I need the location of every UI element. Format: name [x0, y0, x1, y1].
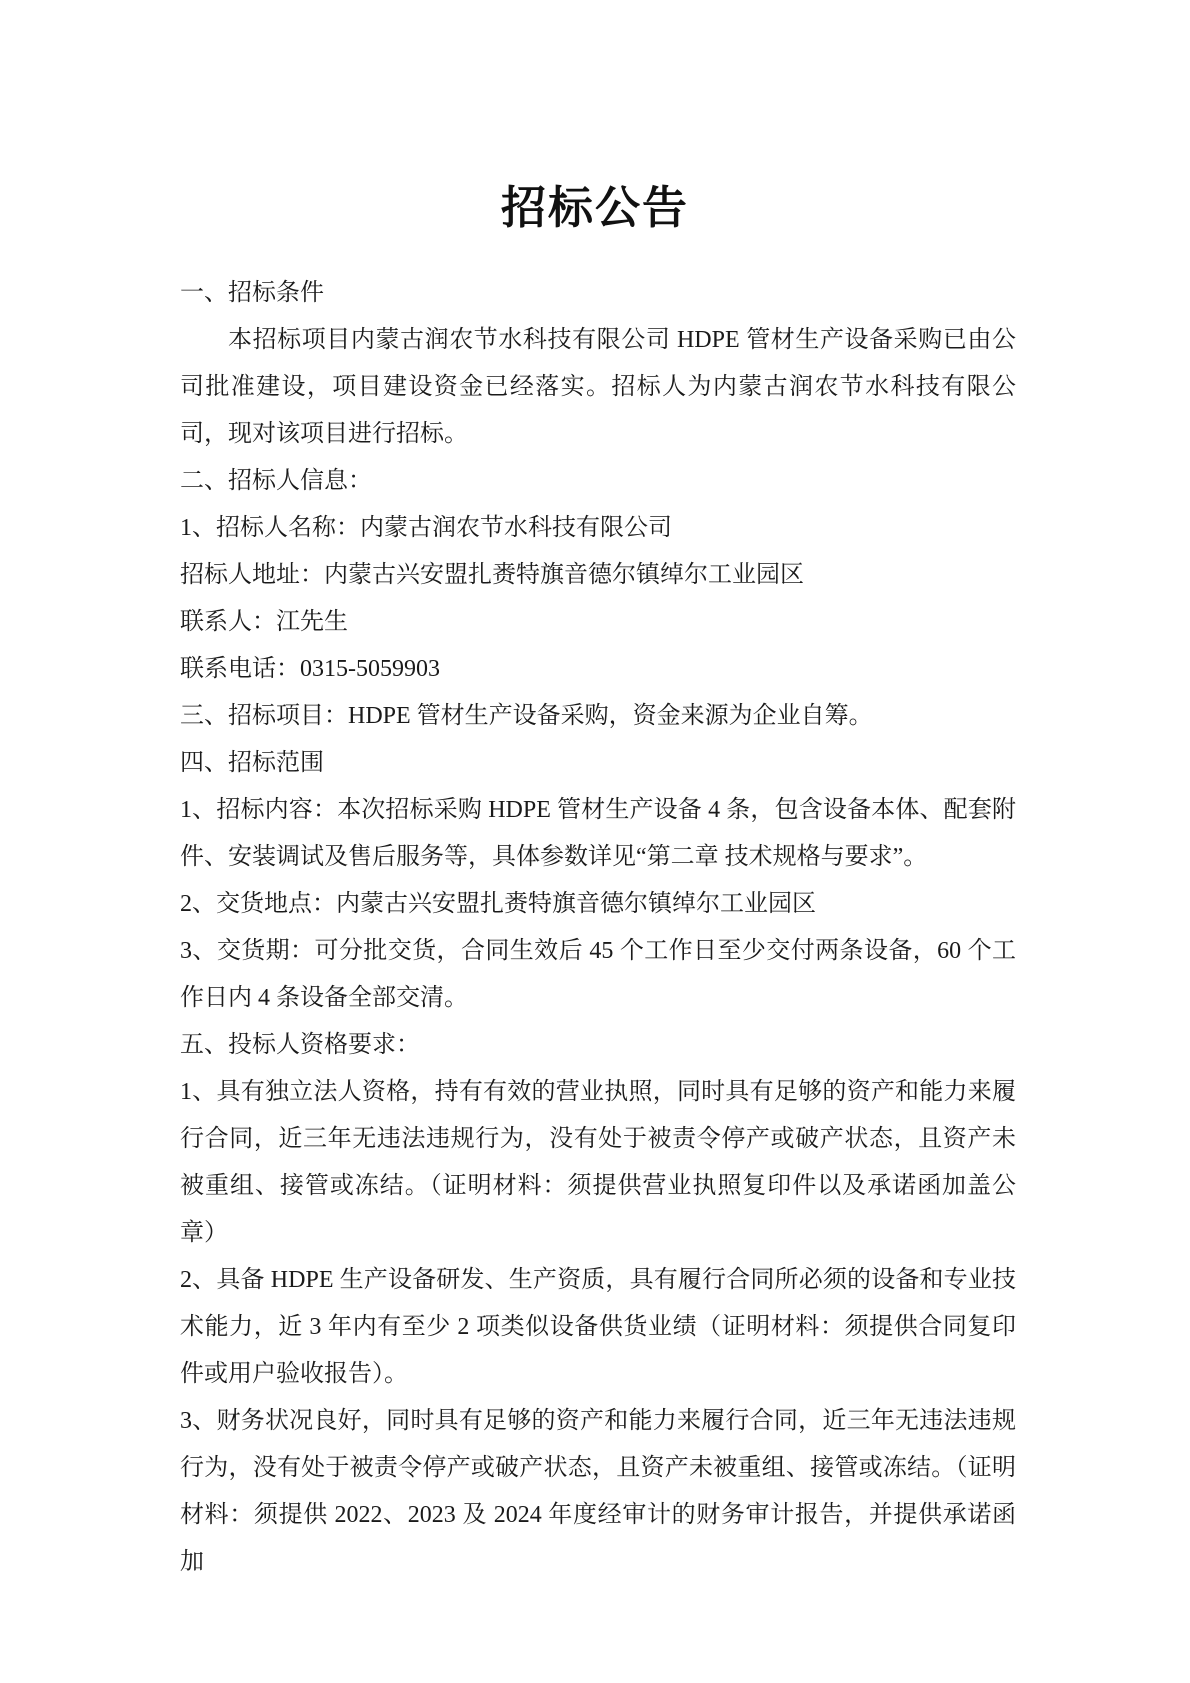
paragraph-contact-person: 联系人：江先生 [180, 609, 348, 635]
paragraph-qualification-3: 3、财务状况良好，同时具有足够的资产和能力来履行合同，近三年无违法违规行为，没有处于被责令停产或破产状态，且资产未被重组、接管或冻结。（证明材料：须提供 2022、2023 及 2024 年度经审计的财务审计报告，并提供承诺函加 [180, 1408, 1016, 1575]
section-heading-bidder-qualifications: 五、投标人资格要求： [180, 1032, 420, 1058]
paragraph-tender-content: 1、招标内容：本次招标采购 HDPE 管材生产设备 4 条，包含设备本体、配套附件、安装调试及售后服务等，具体参数详见“第二章 技术规格与要求”。 [180, 797, 1016, 870]
paragraph-delivery-period: 3、交货期：可分批交货，合同生效后 45 个工作日至少交付两条设备，60 个工作日内 4 条设备全部交清。 [180, 938, 1016, 1011]
paragraph-tenderer-address: 招标人地址：内蒙古兴安盟扎赉特旗音德尔镇绰尔工业园区 [180, 562, 804, 588]
paragraph-delivery-location: 2、交货地点：内蒙古兴安盟扎赉特旗音德尔镇绰尔工业园区 [180, 891, 816, 917]
paragraph-qualification-2: 2、具备 HDPE 生产设备研发、生产资质，具有履行合同所必须的设备和专业技术能力，近 3 年内有至少 2 项类似设备供货业绩（证明材料：须提供合同复印件或用户验收报告）。 [180, 1267, 1016, 1387]
paragraph-tender-background: 本招标项目内蒙古润农节水科技有限公司 HDPE 管材生产设备采购已由公司批准建设，项目建设资金已经落实。招标人为内蒙古润农节水科技有限公司，现对该项目进行招标。 [180, 327, 1016, 447]
paragraph-contact-phone: 联系电话：0315-5059903 [180, 656, 440, 682]
document-body [180, 270, 1016, 1586]
document-title: 招标公告 [500, 183, 689, 233]
section-heading-tender-project: 三、招标项目：HDPE 管材生产设备采购，资金来源为企业自筹。 [180, 703, 873, 729]
section-heading-tender-scope: 四、招标范围 [180, 750, 324, 776]
paragraph-qualification-1: 1、具有独立法人资格，持有有效的营业执照，同时具有足够的资产和能力来履行合同，近三年无违法违规行为，没有处于被责令停产或破产状态，且资产未被重组、接管或冻结。（证明材料：须提供营业执照复印件以及承诺函加盖公章） [180, 1079, 1016, 1246]
section-heading-tenderer-info: 二、招标人信息： [180, 468, 372, 494]
section-heading-tender-conditions: 一、招标条件 [180, 280, 324, 306]
paragraph-tenderer-name: 1、招标人名称：内蒙古润农节水科技有限公司 [180, 515, 672, 541]
